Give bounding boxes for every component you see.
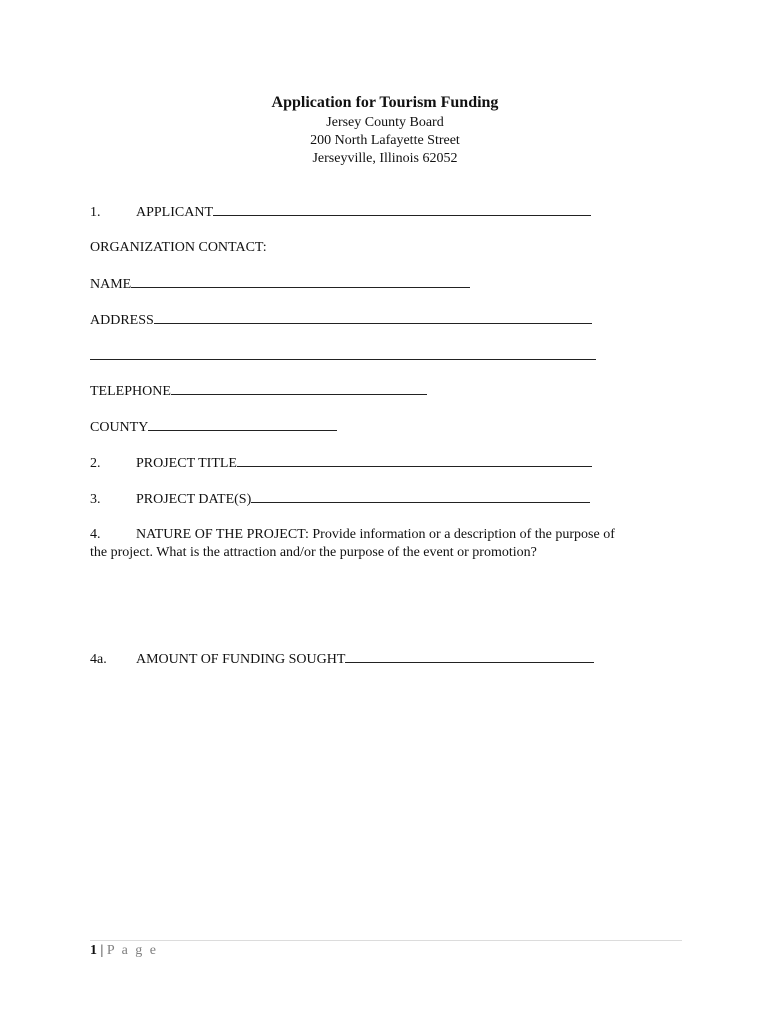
county-label: COUNTY — [90, 420, 149, 435]
funding-field[interactable] — [345, 650, 594, 663]
applicant-number: 1. — [90, 205, 101, 220]
organization-contact-label: ORGANIZATION CONTACT: — [90, 240, 267, 255]
project-title-field[interactable] — [237, 454, 592, 467]
applicant-field[interactable] — [213, 203, 591, 216]
address-line2-row — [90, 347, 596, 366]
organization-contact-row — [90, 239, 267, 257]
project-title-number: 2. — [90, 456, 101, 471]
document-title: Application for Tourism Funding — [271, 94, 499, 111]
nature-text-line1: NATURE OF THE PROJECT: Provide information or a description of the purpose of — [136, 527, 615, 542]
nature-text-line2: the project. What is the attraction and/or the purpose of the event or promotion? — [90, 545, 537, 560]
project-title-label: PROJECT TITLE — [136, 456, 237, 471]
page-footer — [90, 943, 158, 959]
address-row — [90, 311, 592, 330]
telephone-row — [90, 382, 427, 401]
nature-of-project-question — [90, 526, 670, 562]
funding-label: AMOUNT OF FUNDING SOUGHT — [136, 652, 346, 667]
page-number: 1 — [90, 943, 97, 958]
address-label: ADDRESS — [90, 313, 154, 328]
page-separator: | — [97, 943, 107, 958]
funding-row — [90, 650, 594, 669]
nature-number: 4. — [90, 527, 101, 542]
applicant-label: APPLICANT — [136, 205, 214, 220]
name-label: NAME — [90, 277, 132, 292]
project-dates-field[interactable] — [251, 490, 590, 503]
footer-divider — [90, 940, 682, 941]
telephone-label: TELEPHONE — [90, 384, 171, 399]
name-field[interactable] — [131, 275, 470, 288]
street-address: 200 North Lafayette Street — [310, 133, 460, 148]
county-field[interactable] — [148, 418, 337, 431]
applicant-row — [90, 203, 591, 222]
project-dates-label: PROJECT DATE(S) — [136, 492, 252, 507]
city-state-zip: Jerseyville, Illinois 62052 — [312, 151, 458, 166]
address-field[interactable] — [154, 311, 592, 324]
telephone-field[interactable] — [171, 382, 427, 395]
name-row — [90, 275, 470, 294]
address-line2-field[interactable] — [90, 347, 596, 360]
page-label: P a g e — [106, 943, 159, 958]
county-row — [90, 418, 337, 437]
project-title-row — [90, 454, 592, 473]
funding-number: 4a. — [90, 652, 107, 667]
organization-name: Jersey County Board — [326, 115, 444, 130]
project-dates-row — [90, 490, 590, 509]
project-dates-number: 3. — [90, 492, 101, 507]
